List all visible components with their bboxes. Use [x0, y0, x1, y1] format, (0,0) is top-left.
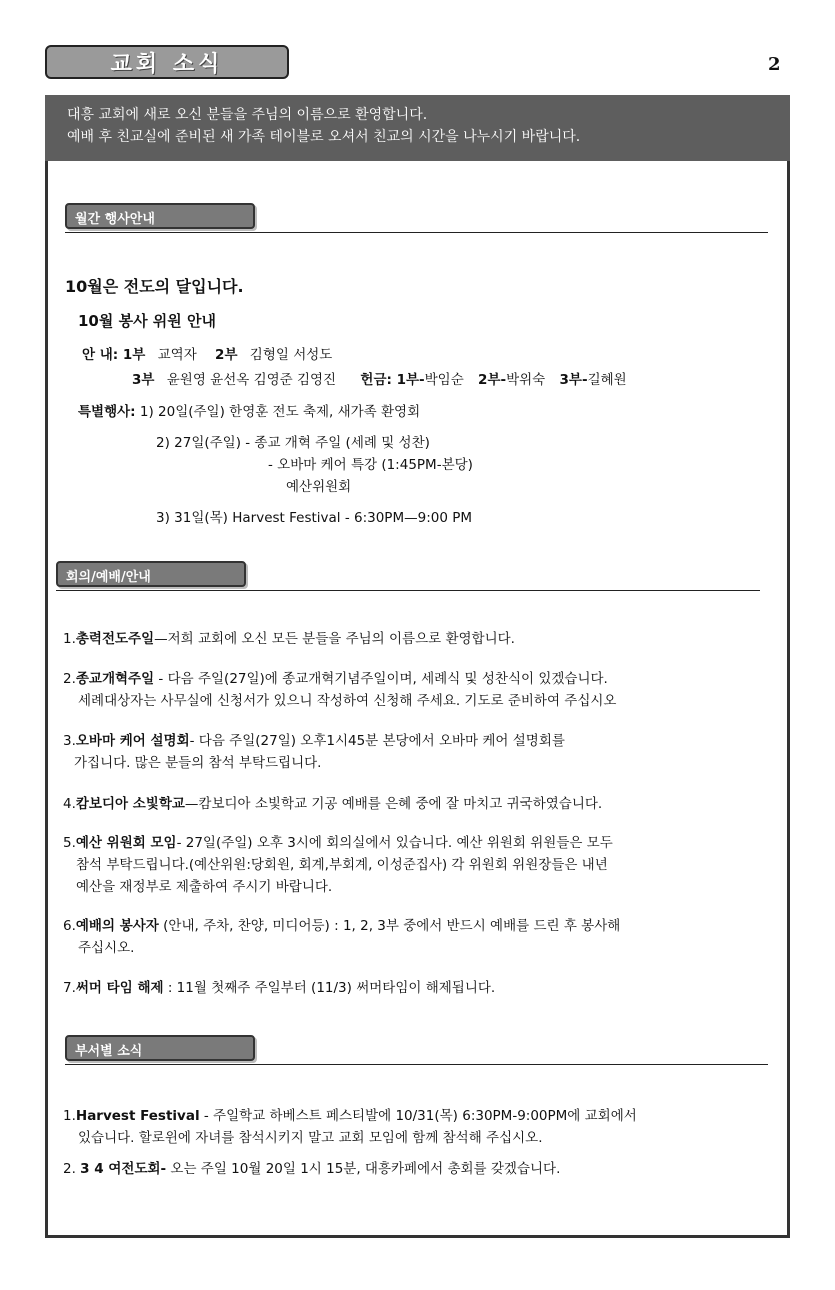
notice-item-1 — [63, 627, 515, 647]
special-events-label: 특별행사: — [78, 404, 136, 420]
monthly-headline: 10월은 전도의 달입니다. — [65, 277, 244, 296]
dept-item-2 — [63, 1157, 560, 1177]
special-events-row-1 — [78, 400, 420, 420]
special-event-2-detail: - 오바마 케어 특강 (1:45PM-본당) — [268, 457, 473, 473]
notice-4-text: —캄보디아 소빛학교 기공 예배를 은혜 중에 잘 마치고 귀국하였습니다. — [184, 796, 603, 812]
special-event-1: 1) 20일(주일) 한영훈 전도 축제, 새가족 환영회 — [139, 404, 421, 420]
notice-3-number: 3. — [63, 733, 76, 749]
notice-5-text: - 27일(주일) 오후 3시에 회의실에서 있습니다. 예산 위원회 위원들은 모두 — [176, 835, 613, 851]
offering-2-label: 2부- — [478, 372, 507, 388]
usher-2-label: 2부 — [215, 347, 238, 363]
monthly-events-tab-label: 월간 행사안내 — [75, 212, 155, 227]
offering-3-label: 3부- — [559, 372, 588, 388]
offering-label: 헌금: 1부- — [360, 372, 425, 388]
dept-divider — [65, 1064, 768, 1065]
dept-2-title: 3 4 여전도회- — [80, 1161, 167, 1177]
notice-6-title: 예배의 봉사자 — [75, 918, 159, 934]
notice-2-text: - 다음 주일(27일)에 종교개혁기념주일이며, 세례식 및 성찬식이 있겠습니다. — [154, 671, 608, 687]
usher-label: 안 내: 1부 — [82, 347, 146, 363]
dept-1-number: 1. — [63, 1108, 76, 1124]
dept-1-title: Harvest Festival — [75, 1108, 200, 1124]
notice-1-title: 총력전도주일 — [75, 631, 155, 647]
usher-2: 김형일 서성도 — [249, 347, 333, 363]
dept-news-tab-label: 부서별 소식 — [75, 1044, 143, 1059]
dept-2-number: 2. — [63, 1161, 81, 1177]
notice-1-number: 1. — [63, 631, 76, 647]
usher-row-1 — [82, 343, 332, 363]
notice-2-title: 종교개혁주일 — [75, 671, 155, 687]
dept-news-tab — [65, 1035, 255, 1061]
notice-7-title: 써머 타임 해제 — [75, 980, 164, 996]
notice-4-title: 캄보디아 소빛학교 — [75, 796, 185, 812]
notice-6-number: 6. — [63, 918, 76, 934]
monthly-events-tab — [65, 203, 255, 229]
notice-3-text: - 다음 주일(27일) 오후1시45분 본당에서 오바마 케어 설명회를 — [189, 733, 565, 749]
welcome-line-2: 예배 후 친교실에 준비된 새 가족 테이블로 오셔서 친교의 시간을 나누시기 바랍니다. — [67, 129, 581, 145]
notice-1-text: —저희 교회에 오신 모든 분들을 주님의 이름으로 환영합니다. — [154, 631, 515, 647]
usher-row-2 — [132, 368, 627, 388]
welcome-line-1: 대흥 교회에 새로 오신 분들을 주님의 이름으로 환영합니다. — [67, 107, 428, 123]
offering-2: 박위숙 — [506, 372, 546, 388]
welcome-banner — [45, 95, 790, 161]
notice-item-5 — [63, 831, 613, 851]
dept-1-text: - 주일학교 하베스트 페스티발에 10/31(목) 6:30PM-9:00PM에 교회에서 — [199, 1108, 637, 1124]
notice-item-4 — [63, 792, 602, 812]
monthly-divider — [65, 232, 768, 233]
notice-5-number: 5. — [63, 835, 76, 851]
usher-3-label: 3부 — [132, 372, 155, 388]
notice-5-line-3: 예산을 재정부로 제출하여 주시기 바랍니다. — [76, 879, 333, 895]
offering-1: 박임순 — [424, 372, 464, 388]
special-event-3: 3) 31일(목) Harvest Festival - 6:30PM—9:00 PM — [156, 510, 472, 526]
section-title: 교회 소식 — [110, 51, 224, 77]
notice-5-title: 예산 위원회 모임 — [75, 835, 177, 851]
notice-7-text: : 11월 첫째주 주일부터 (11/3) 써머타임이 해제됩니다. — [163, 980, 496, 996]
meeting-divider — [56, 590, 760, 591]
offering-3: 길혜원 — [587, 372, 627, 388]
notice-item-3 — [63, 729, 565, 749]
page-number: 2 — [768, 54, 781, 75]
monthly-subheading: 10월 봉사 위원 안내 — [78, 312, 216, 330]
meeting-tab — [56, 561, 246, 587]
notice-2-line-2: 세례대상자는 사무실에 신청서가 있으니 작성하여 신청해 주세요. 기도로 준비하여 주십시오 — [78, 693, 617, 709]
notice-7-number: 7. — [63, 980, 76, 996]
special-event-2: 2) 27일(주일) - 종교 개혁 주일 (세례 및 성찬) — [156, 435, 430, 451]
usher-1: 교역자 — [157, 347, 197, 363]
notice-item-2 — [63, 667, 608, 687]
notice-item-6 — [63, 914, 620, 934]
usher-3: 윤원영 윤선옥 김영준 김영진 — [166, 372, 337, 388]
notice-5-line-2: 참석 부탁드립니다.(예산위원:당회원, 회계,부회계, 이성준집사) 각 위원회 위원장들은 내년 — [76, 857, 608, 873]
notice-6-line-2: 주십시오. — [78, 940, 135, 956]
dept-2-text: 오는 주일 10월 20일 1시 15분, 대흥카페에서 총회를 갖겠습니다. — [166, 1161, 561, 1177]
special-event-2-committee: 예산위원회 — [286, 479, 352, 495]
dept-item-1 — [63, 1104, 637, 1124]
notice-3-line-2: 가집니다. 많은 분들의 참석 부탁드립니다. — [74, 755, 322, 771]
notice-3-title: 오바마 케어 설명회 — [75, 733, 190, 749]
notice-6-text: (안내, 주차, 찬양, 미디어등) : 1, 2, 3부 중에서 반드시 예배를 드린 후 봉사해 — [158, 918, 621, 934]
notice-4-number: 4. — [63, 796, 76, 812]
notice-2-number: 2. — [63, 671, 76, 687]
section-title-tab — [45, 45, 289, 79]
meeting-tab-label: 회의/예배/안내 — [66, 570, 151, 585]
dept-1-line-2: 있습니다. 할로윈에 자녀를 참석시키지 말고 교회 모임에 함께 참석해 주십시오. — [78, 1130, 543, 1146]
notice-item-7 — [63, 976, 495, 996]
